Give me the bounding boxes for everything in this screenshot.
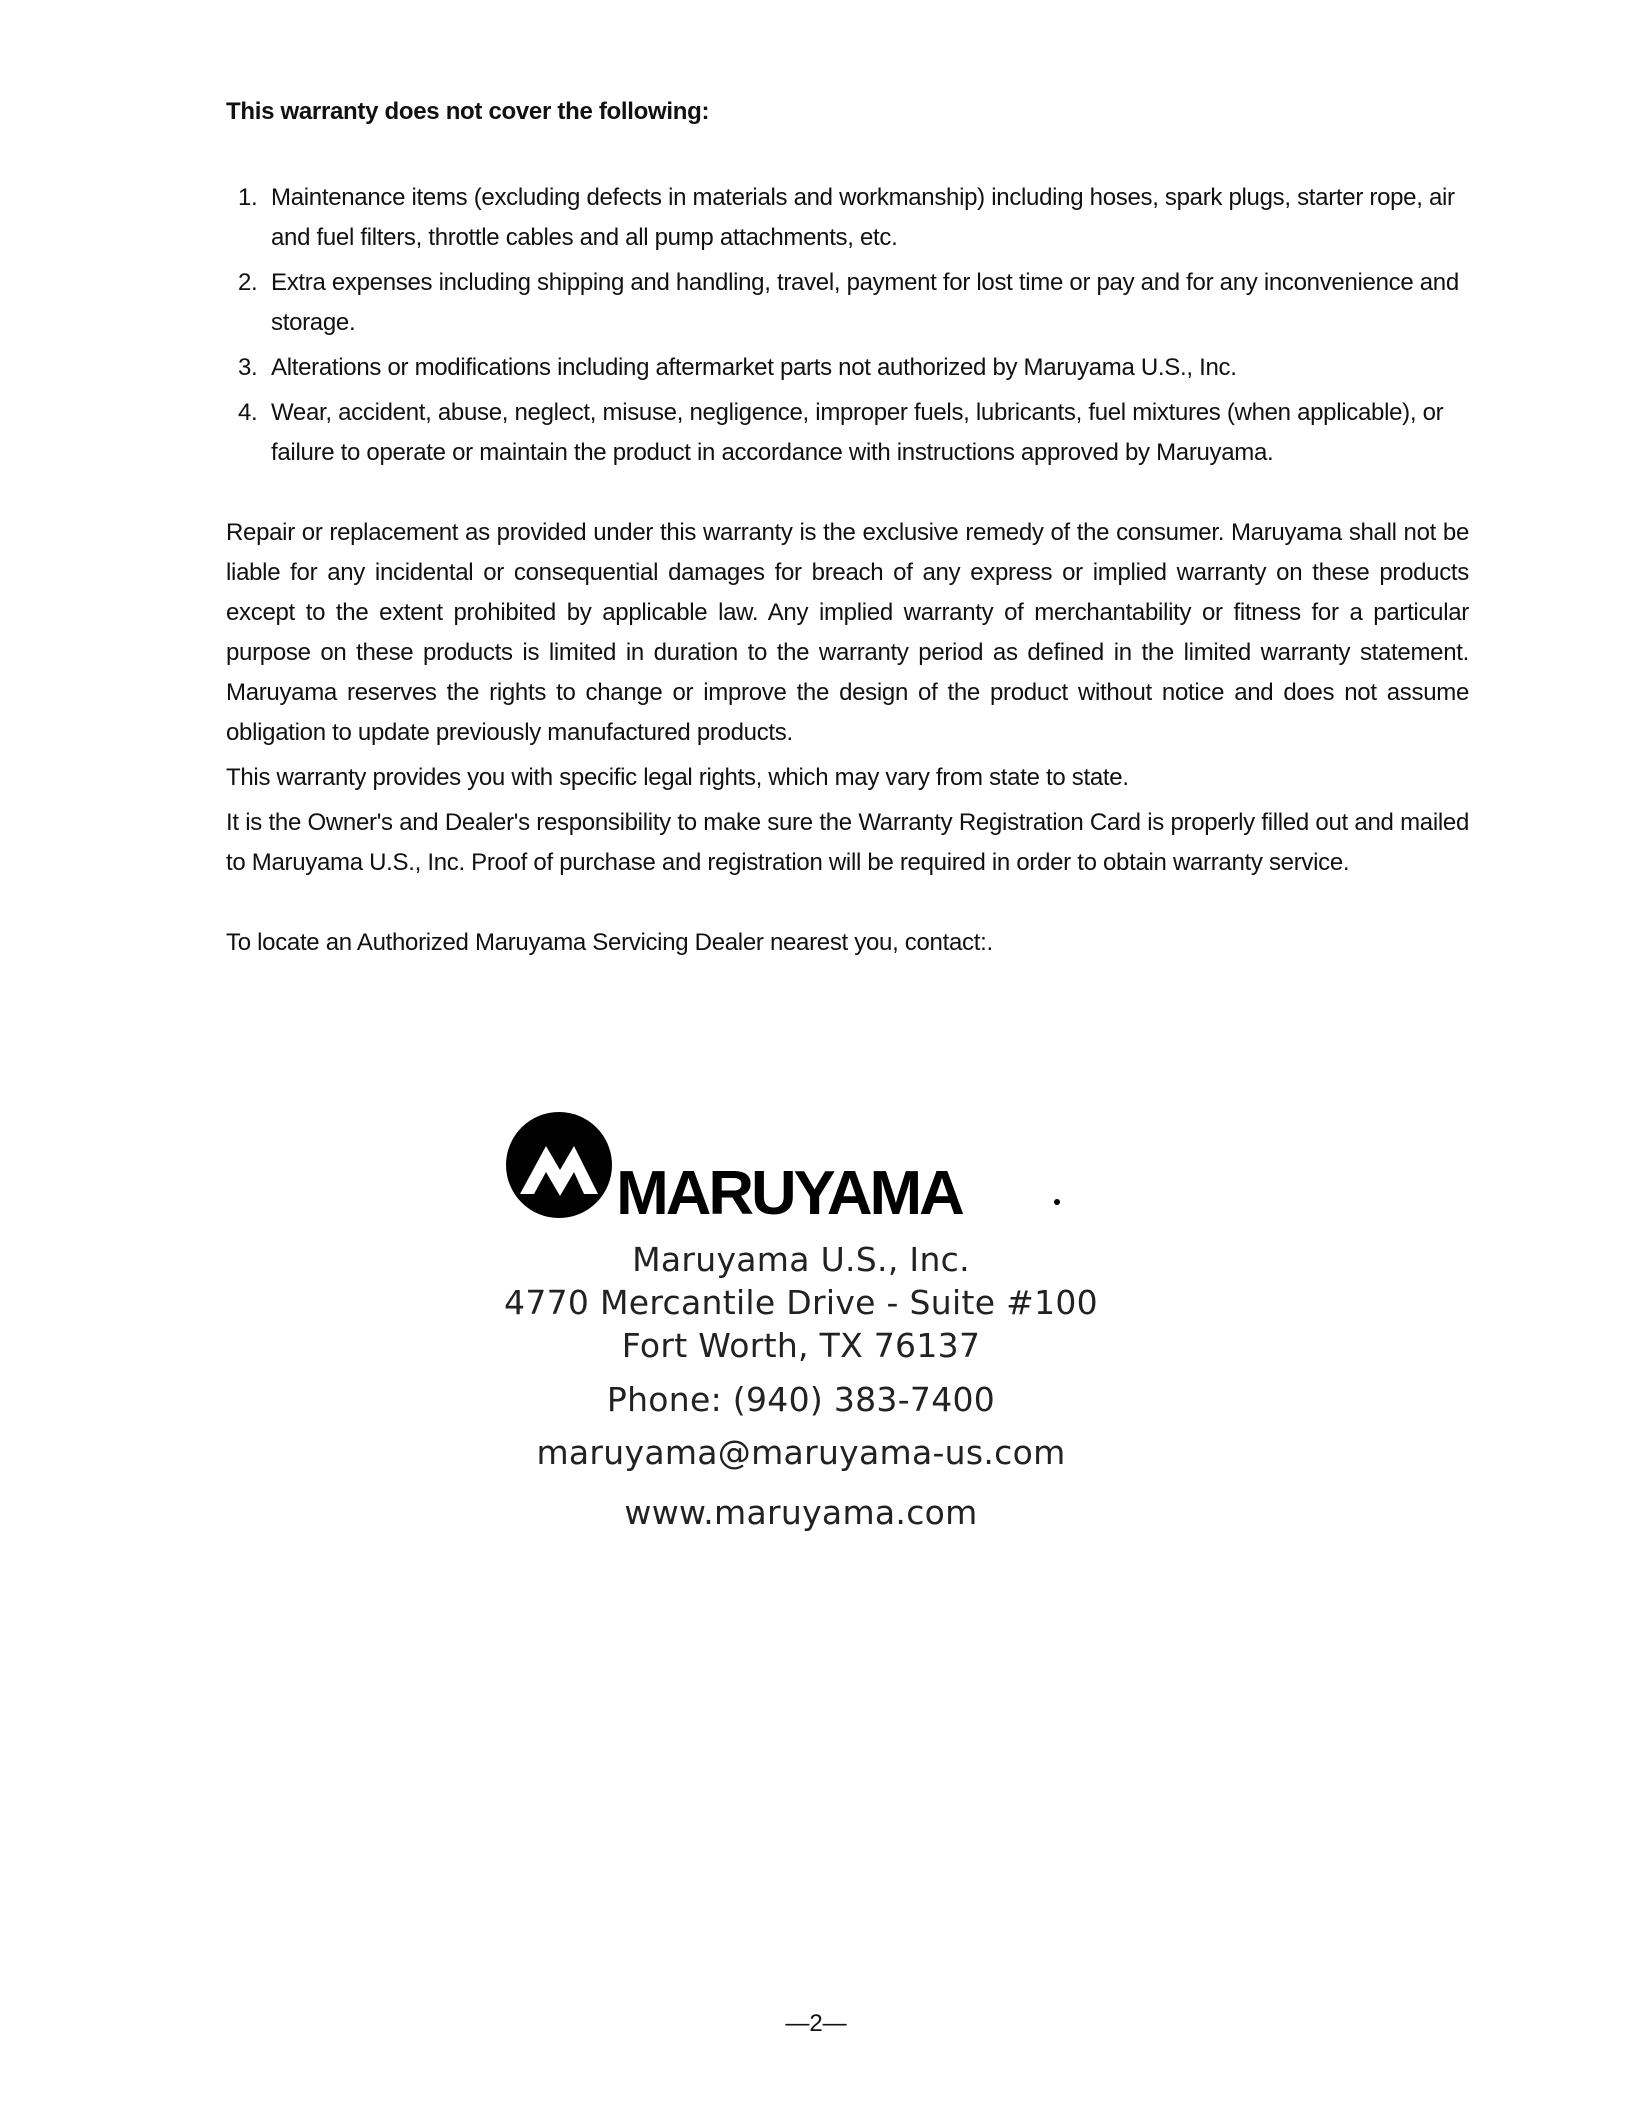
company-name: Maruyama U.S., Inc. — [632, 1240, 970, 1279]
list-item-number: 3. — [238, 354, 258, 381]
email-address[interactable]: maruyama@maruyama-us.com — [536, 1433, 1066, 1472]
list-item — [226, 263, 1469, 343]
list-item-text: Maintenance items (excluding defects in materials and workmanship) including hoses, spark plugs, starter rope, air and fuel filters, throttle cables and all pump attachments, etc. — [271, 184, 1455, 251]
logo-wordmark: MARUYAMA — [616, 1158, 962, 1220]
contact-intro: To locate an Authorized Maruyama Servicing Dealer nearest you, contact:. — [226, 929, 993, 956]
exclusions-list — [226, 178, 1469, 473]
warranty-content — [226, 94, 1469, 968]
list-item — [226, 348, 1469, 388]
legal-rights-paragraph: This warranty provides you with specific legal rights, which may vary from state to state. — [226, 764, 1129, 791]
maruyama-logo-graphic — [506, 1110, 1066, 1220]
list-item-number: 1. — [238, 184, 258, 211]
registration-paragraph: It is the Owner's and Dealer's responsibility to make sure the Warranty Registration Card is properly filled out and mailed to Maruyama U.S., Inc. Proof of purchase and registration will be required in order to obtain warranty service. — [226, 809, 1469, 876]
list-item-text: Wear, accident, abuse, neglect, misuse, negligence, improper fuels, lubricants, fuel mixtures (when applicable), or failure to operate or maintain the product in accordance with instructions approved by Maruyama. — [271, 399, 1444, 466]
list-item-text: Alterations or modifications including aftermarket parts not authorized by Maruyama U.S., Inc. — [271, 354, 1237, 381]
logo-emblem-icon — [506, 1112, 612, 1218]
list-item-number: 2. — [238, 269, 258, 296]
website-link[interactable]: www.maruyama.com — [624, 1493, 978, 1532]
phone-number: Phone: (940) 383-7400 — [606, 1380, 996, 1419]
page-number: —2— — [785, 2010, 847, 2037]
list-item — [226, 393, 1469, 473]
section-heading: This warranty does not cover the following: — [226, 98, 710, 125]
remedy-paragraph: Repair or replacement as provided under this warranty is the exclusive remedy of the consumer. Maruyama shall not be liable for any incidental or consequential damages for breach of any express or implied warranty on these products except to the extent prohibited by applicable law. Any implied warranty of merchantability or fitness for a particular purpose on these products is limited in duration to the warranty period as defined in the limited warranty statement. Maruyama reserves the rights to change or improve the design of the product without notice and does not assume obligation to update previously manufactured products. — [226, 519, 1469, 746]
list-item — [226, 178, 1469, 258]
list-item-number: 4. — [238, 399, 258, 426]
maruyama-logo — [506, 1110, 1066, 1220]
street-address: 4770 Mercantile Drive - Suite #100 — [504, 1283, 1098, 1322]
city-state-zip: Fort Worth, TX 76137 — [621, 1326, 981, 1365]
list-item-text: Extra expenses including shipping and handling, travel, payment for lost time or pay and for any inconvenience and storage. — [271, 269, 1459, 336]
